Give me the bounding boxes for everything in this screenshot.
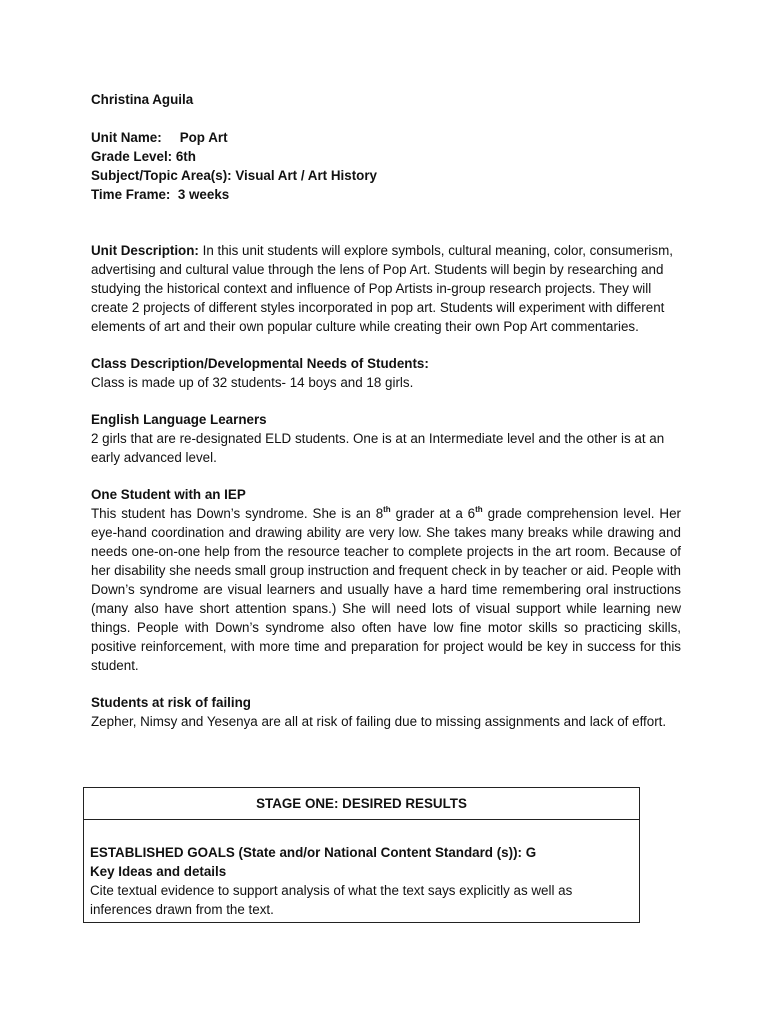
key-ideas-text: Cite textual evidence to support analysis of what the text says explicitly as well as inferences drawn from the text. (90, 883, 573, 917)
stage-one-header: STAGE ONE: DESIRED RESULTS (84, 788, 639, 820)
stage-one-body (84, 820, 639, 919)
iep-sup-b: th (475, 505, 483, 514)
time-frame-label: Time Frame: (91, 187, 171, 202)
class-description-text: Class is made up of 32 students- 14 boys and 18 girls. (91, 375, 414, 390)
subject-area-value: Visual Art / Art History (235, 168, 377, 183)
grade-level-value: 6th (175, 149, 196, 164)
unit-description (91, 241, 681, 336)
ell-heading: English Language Learners (91, 412, 267, 427)
key-ideas-heading: Key Ideas and details (90, 864, 227, 879)
class-description-heading: Class Description/Developmental Needs of Students: (91, 356, 429, 371)
iep-text-a: This student has Down’s syndrome. She is an 8 (91, 506, 384, 521)
unit-name-label: Unit Name: (91, 130, 162, 145)
established-goals-heading: ESTABLISHED GOALS (State and/or National Content Standard (s)): G (90, 845, 537, 860)
subject-area-label: Subject/Topic Area(s): (91, 168, 232, 183)
grade-level (91, 147, 681, 166)
unit-name-value: Pop Art (179, 130, 228, 145)
risk-heading: Students at risk of failing (91, 695, 251, 710)
ell-text: 2 girls that are re-designated ELD students. One is at an Intermediate level and the other is at an early advanced level. (91, 431, 665, 465)
unit-name (91, 128, 681, 147)
unit-description-text: In this unit students will explore symbols, cultural meaning, color, consumerism, advertising and cultural value through the lens of Pop Art. Students will begin by researching and studying the historical context and influence of Pop Artists in-group research projects. They will create 2 projects of different styles incorporated in pop art. Students will experiment with different elements of art and their own popular culture while creating their own Pop Art commentaries. (91, 243, 673, 334)
subject-area (91, 166, 681, 185)
iep-heading: One Student with an IEP (91, 487, 246, 502)
iep-text-b: grader at a 6 (390, 506, 476, 521)
iep-text (91, 504, 681, 675)
time-frame (91, 185, 681, 204)
grade-level-label: Grade Level: (91, 149, 173, 164)
stage-one-table (83, 787, 640, 923)
author-name: Christina Aguila (91, 92, 194, 107)
iep-sup-a: th (383, 505, 391, 514)
iep-text-c: grade comprehension level. Her eye-hand coordination and drawing ability are very low. She takes many breaks while drawing and needs one-on-one help from the resource teacher to complete projects in the art room. Because of her disability she needs small group instruction and frequent check in by teacher or aid. People with Down’s syndrome are visual learners and usually have a hard time remembering oral instructions (many also have short attention spans.) She will need lots of visual support while learning new things. People with Down’s syndrome also often have low fine motor skills so practicing skills, positive reinforcement, with more time and preparation for project would be key in success for this student. (91, 506, 682, 673)
unit-description-label: Unit Description: (91, 243, 199, 258)
risk-text: Zepher, Nimsy and Yesenya are all at risk of failing due to missing assignments and lack of effort. (91, 714, 667, 729)
document-page (91, 90, 681, 731)
time-frame-value: 3 weeks (177, 187, 230, 202)
